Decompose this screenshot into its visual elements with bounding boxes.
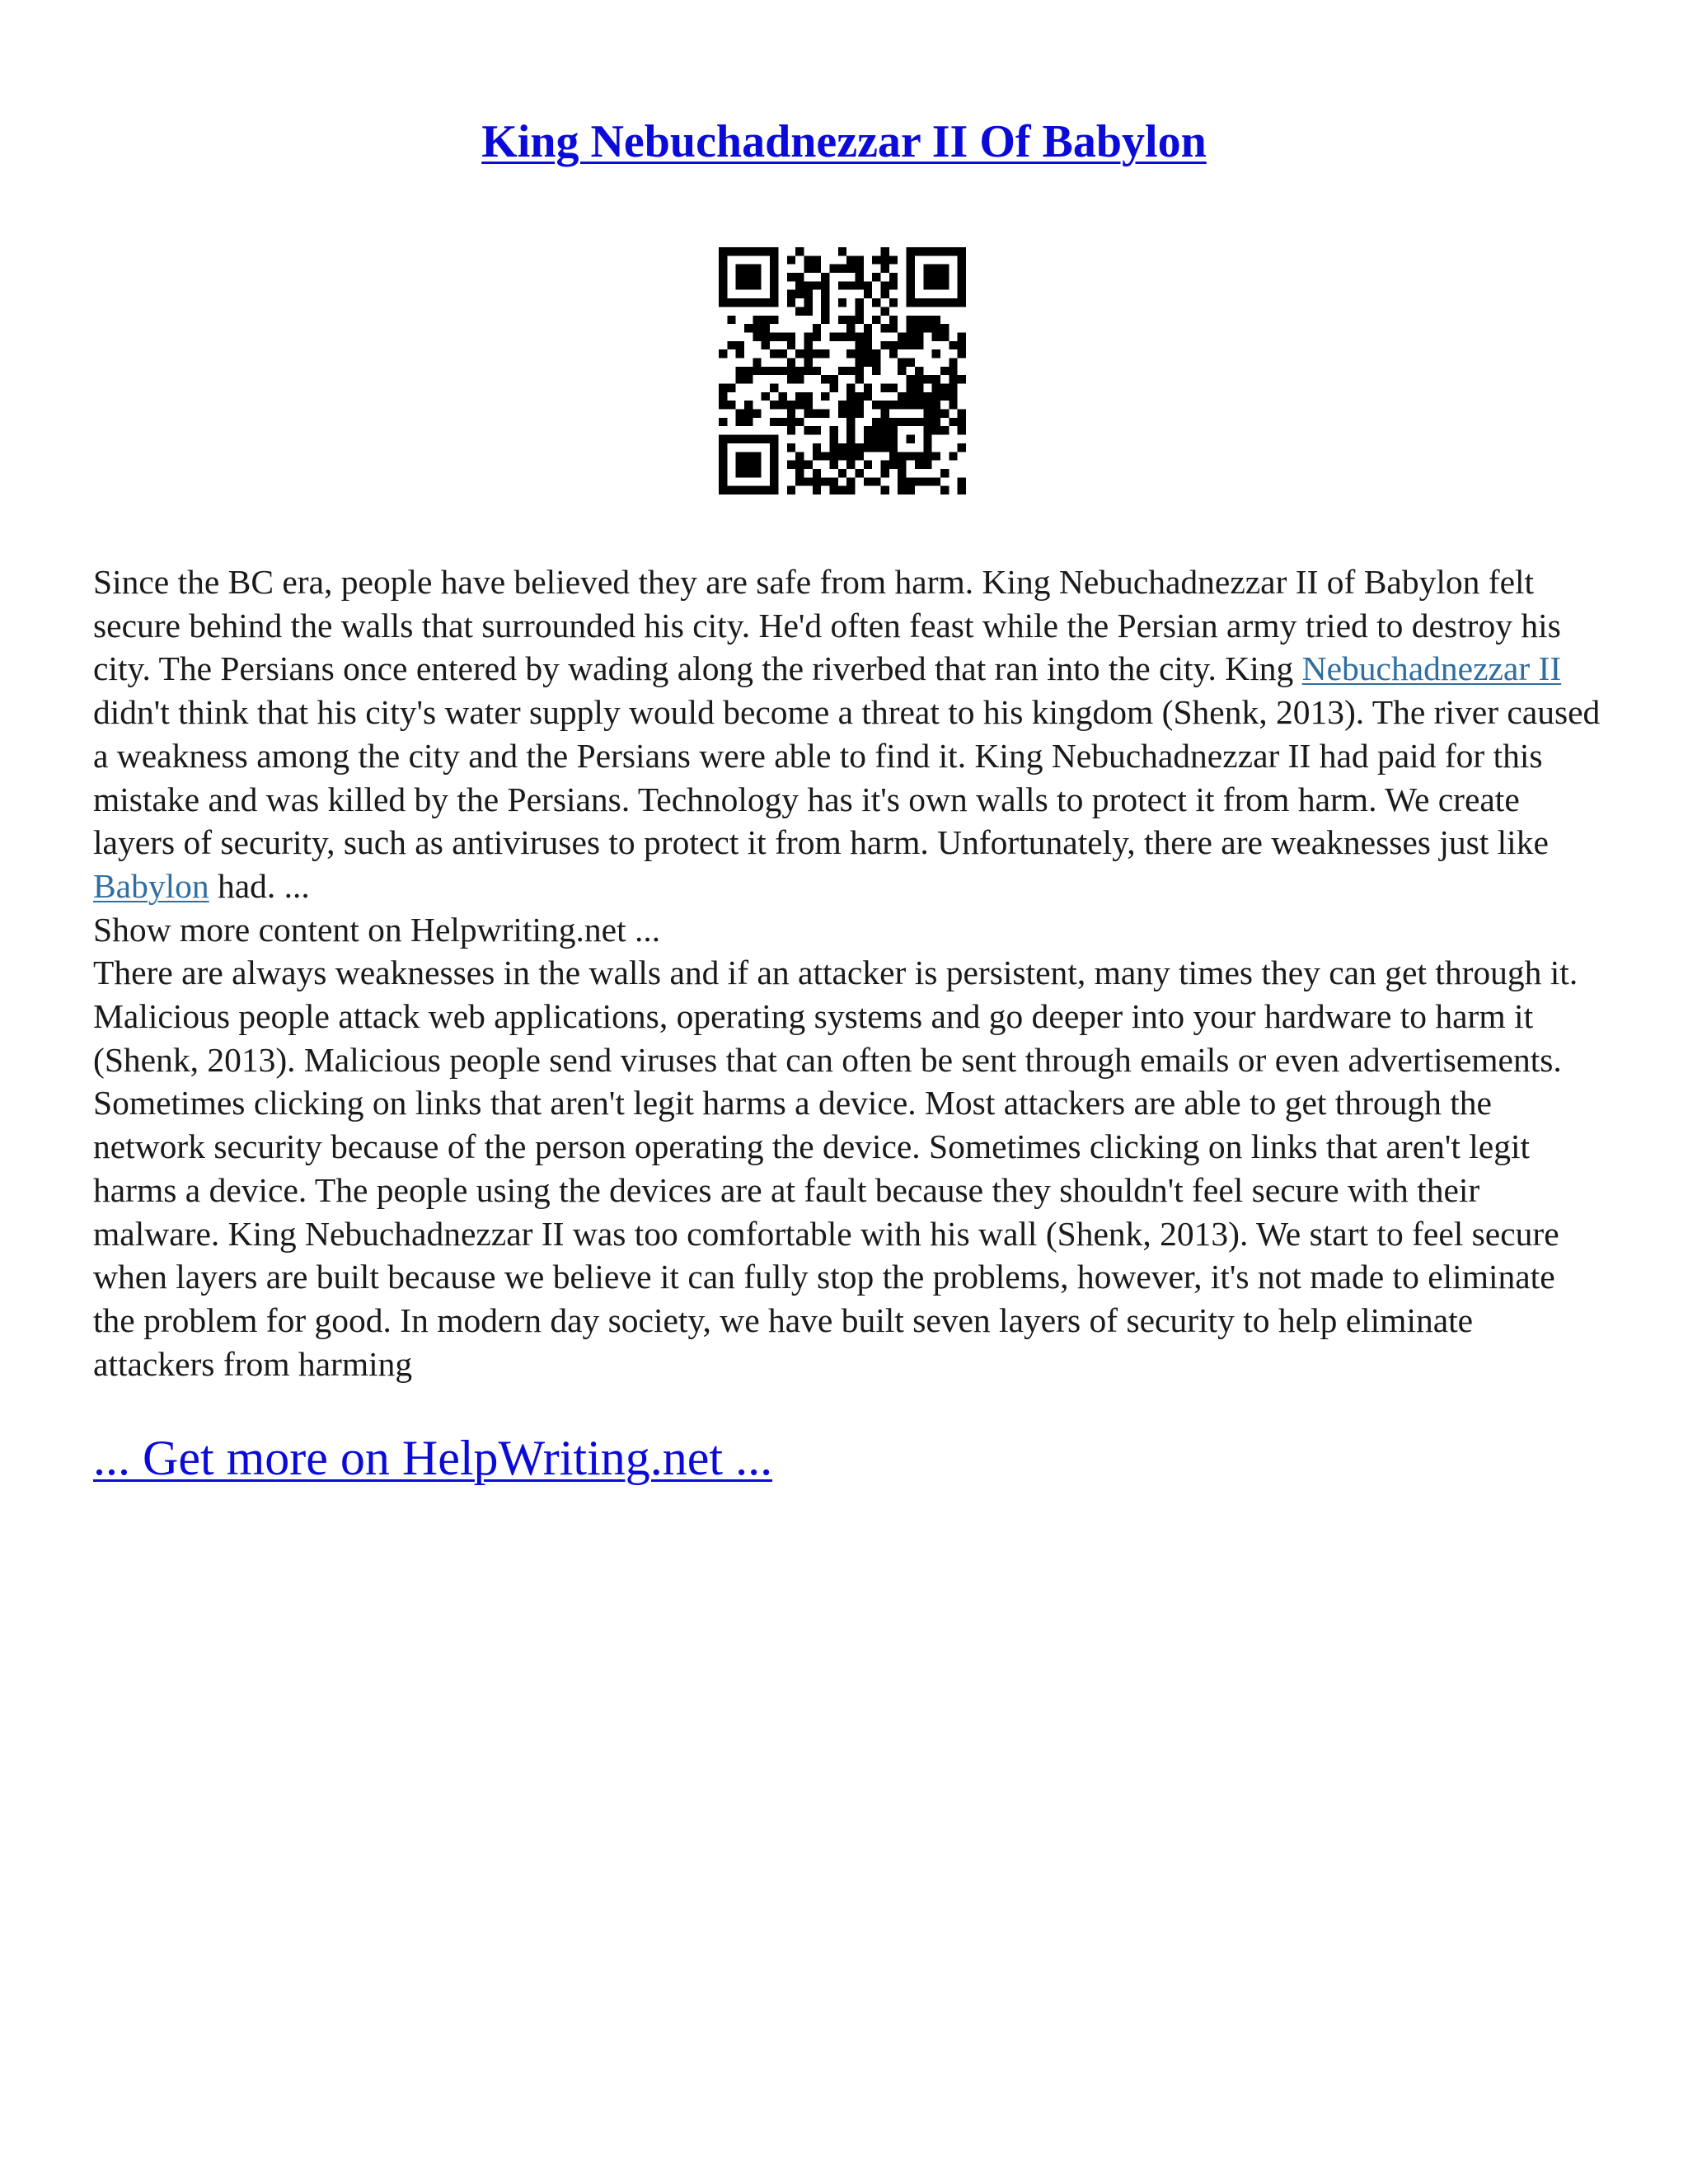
paragraph-1 (93, 560, 1601, 908)
babylon-link[interactable]: Babylon (93, 866, 209, 905)
title-container (0, 115, 1688, 168)
qr-code-icon (719, 247, 966, 494)
paragraph-1-text-a: Since the BC era, people have believed they are safe from harm. King Nebuchadnezzar II of Babylon felt secure behind the walls that surrounded his city. He'd often feast while the Persian army tried to destroy his city. The Persians once entered by wading along the riverbed that ran into the city. King (93, 563, 1561, 688)
more-link-container (93, 1430, 772, 1487)
paragraph-1-text-c: had. ... (209, 866, 310, 905)
paragraph-1-text-b: didn't think that his city's water supply would become a threat to his kingdom (Shenk, 2013). The river caused a weakness among the city and the Persians were able to find it. King Nebuchadnezzar II had paid for this mistake and was killed by the Persians. Technology has it's own walls to protect it from harm. We create layers of security, such as antiviruses to protect it from harm. Unfortunately, there are weaknesses just like (93, 693, 1601, 862)
paragraph-2: There are always weaknesses in the walls and if an attacker is persistent, many times they can get through it. Malicious people attack web applications, operating systems and go deeper into your hardware to harm it (Shenk, 2013). Malicious people send viruses that can often be sent through emails or even advertisements. Sometimes clicking on links that aren't legit harms a device. Most attackers are able to get through the network security because of the person operating the device. Sometimes clicking on links that aren't legit harms a device. The people using the devices are at fault because they shouldn't feel secure with their malware. King Nebuchadnezzar II was too comfortable with his wall (Shenk, 2013). We start to feel secure when layers are built because we believe it can fully stop the problems, however, it's not made to eliminate the problem for good. In modern day society, we have built seven layers of security to help eliminate attackers from harming (93, 954, 1578, 1383)
show-more-text: Show more content on Helpwriting.net ... (93, 910, 661, 949)
get-more-link[interactable]: ... Get more on HelpWriting.net ... (93, 1431, 773, 1485)
nebuchadnezzar-link[interactable]: Nebuchadnezzar II (1301, 649, 1562, 688)
article-body (93, 560, 1601, 1385)
page-title-link[interactable]: King Nebuchadnezzar II Of Babylon (481, 116, 1207, 167)
